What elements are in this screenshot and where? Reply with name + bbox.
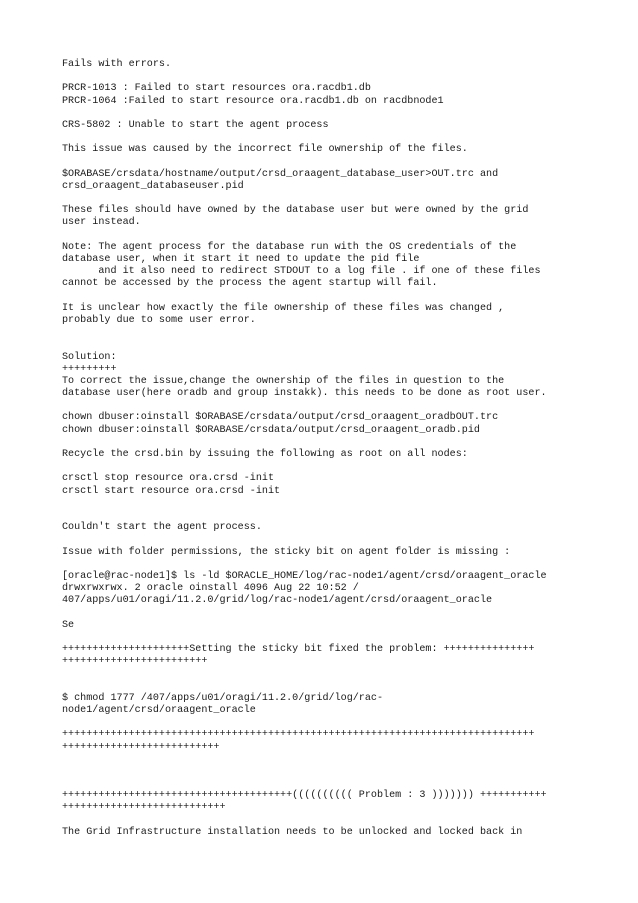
document-body: [62, 59, 602, 839]
text-line: crsctl start resource ora.crsd -init: [62, 485, 281, 497]
text-line: $ORABASE/crsdata/hostname/output/crsd_oraagent_database_user>OUT.trc and: [62, 168, 499, 180]
blank-line: [62, 778, 602, 790]
blank-line: [62, 717, 602, 729]
text-line: Couldn't start the agent process.: [62, 522, 262, 534]
text-line: [oracle@rac-node1]$ ls -ld $ORACLE_HOME/log/rac-node1/agent/crsd/oraagent_oracle: [62, 570, 547, 582]
text-line: crsd_oraagent_databaseuser.pid: [62, 180, 244, 192]
blank-line: [62, 400, 602, 412]
blank-line: [62, 766, 602, 778]
blank-line: [62, 510, 602, 522]
blank-line: [62, 71, 602, 83]
text-line: Fails with errors.: [62, 59, 172, 70]
blank-line: [62, 534, 602, 546]
blank-line: [62, 559, 602, 571]
text-line: database user(here oradb and group instakk). this needs to be done as root user.: [62, 388, 547, 400]
blank-line: [62, 230, 602, 242]
text-line: ++++++++++++++++++++++++: [62, 656, 208, 668]
text-line: chown dbuser:oinstall $ORABASE/crsdata/output/crsd_oraagent_oradb.pid: [62, 424, 480, 436]
blank-line: [62, 437, 602, 449]
blank-line: [62, 461, 602, 473]
blank-line: [62, 339, 602, 351]
blank-line: [62, 193, 602, 205]
blank-line: [62, 668, 602, 680]
blank-line: [62, 108, 602, 120]
blank-line: [62, 681, 602, 693]
blank-line: [62, 632, 602, 644]
text-line: Recycle the crsd.bin by issuing the following as root on all nodes:: [62, 449, 468, 460]
text-line: Issue with folder permissions, the sticky bit on agent folder is missing :: [62, 546, 511, 558]
text-line: $ chmod 1777 /407/apps/u01/oragi/11.2.0/grid/log/rac-: [62, 692, 384, 704]
blank-line: [62, 132, 602, 144]
text-line: CRS-5802 : Unable to start the agent process: [62, 119, 329, 131]
text-line: This issue was caused by the incorrect file ownership of the files.: [62, 144, 468, 156]
text-line: Se: [62, 619, 75, 631]
text-line: 407/apps/u01/oragi/11.2.0/grid/log/rac-node1/agent/crsd/oraagent_oracle: [62, 595, 493, 607]
text-line: It is unclear how exactly the file ownership of these files was changed ,: [62, 302, 505, 314]
text-line: database user, when it start it need to update the pid file: [62, 254, 420, 265]
text-line: user instead.: [62, 217, 141, 229]
blank-line: [62, 754, 602, 766]
text-line: +++++++++++++++++++++++++++: [62, 802, 226, 814]
text-line: +++++++++: [62, 363, 117, 375]
text-line: node1/agent/crsd/oraagent_oracle: [62, 704, 256, 716]
blank-line: [62, 815, 602, 827]
text-line: PRCR-1064 :Failed to start resource ora.racdb1.db on racdbnode1: [62, 95, 444, 107]
text-line: +++++++++++++++++++++Setting the sticky bit fixed the problem: +++++++++++++++: [62, 644, 535, 655]
text-line: The Grid Infrastructure installation needs to be unlocked and locked back in: [62, 826, 523, 838]
text-line: crsctl stop resource ora.crsd -init: [62, 473, 275, 485]
text-line: cannot be accessed by the process the agent startup will fail.: [62, 278, 438, 290]
text-line: ++++++++++++++++++++++++++++++++++++++(((((((((( Problem : 3 ))))))) +++++++++++: [62, 790, 547, 802]
blank-line: [62, 327, 602, 339]
text-line: probably due to some user error.: [62, 314, 256, 326]
text-line: ++++++++++++++++++++++++++: [62, 741, 220, 753]
text-line: Solution:: [62, 351, 117, 363]
blank-line: [62, 607, 602, 619]
text-line: Note: The agent process for the database run with the OS credentials of the: [62, 241, 517, 253]
text-line: To correct the issue,change the ownership of the files in question to the: [62, 375, 505, 387]
text-line: drwxrwxrwx. 2 oracle oinstall 4096 Aug 22 10:52 /: [62, 583, 359, 595]
text-line: and it also need to redirect STDOUT to a log file . if one of these files: [62, 266, 541, 278]
blank-line: [62, 157, 602, 169]
blank-line: [62, 498, 602, 510]
text-line: PRCR-1013 : Failed to start resources ora.racdb1.db: [62, 83, 371, 95]
text-line: These files should have owned by the database user but were owned by the grid: [62, 205, 529, 217]
text-line: chown dbuser:oinstall $ORABASE/crsdata/output/crsd_oraagent_oradbOUT.trc: [62, 412, 499, 424]
text-line: ++++++++++++++++++++++++++++++++++++++++++++++++++++++++++++++++++++++++++++++: [62, 729, 535, 741]
blank-line: [62, 291, 602, 303]
